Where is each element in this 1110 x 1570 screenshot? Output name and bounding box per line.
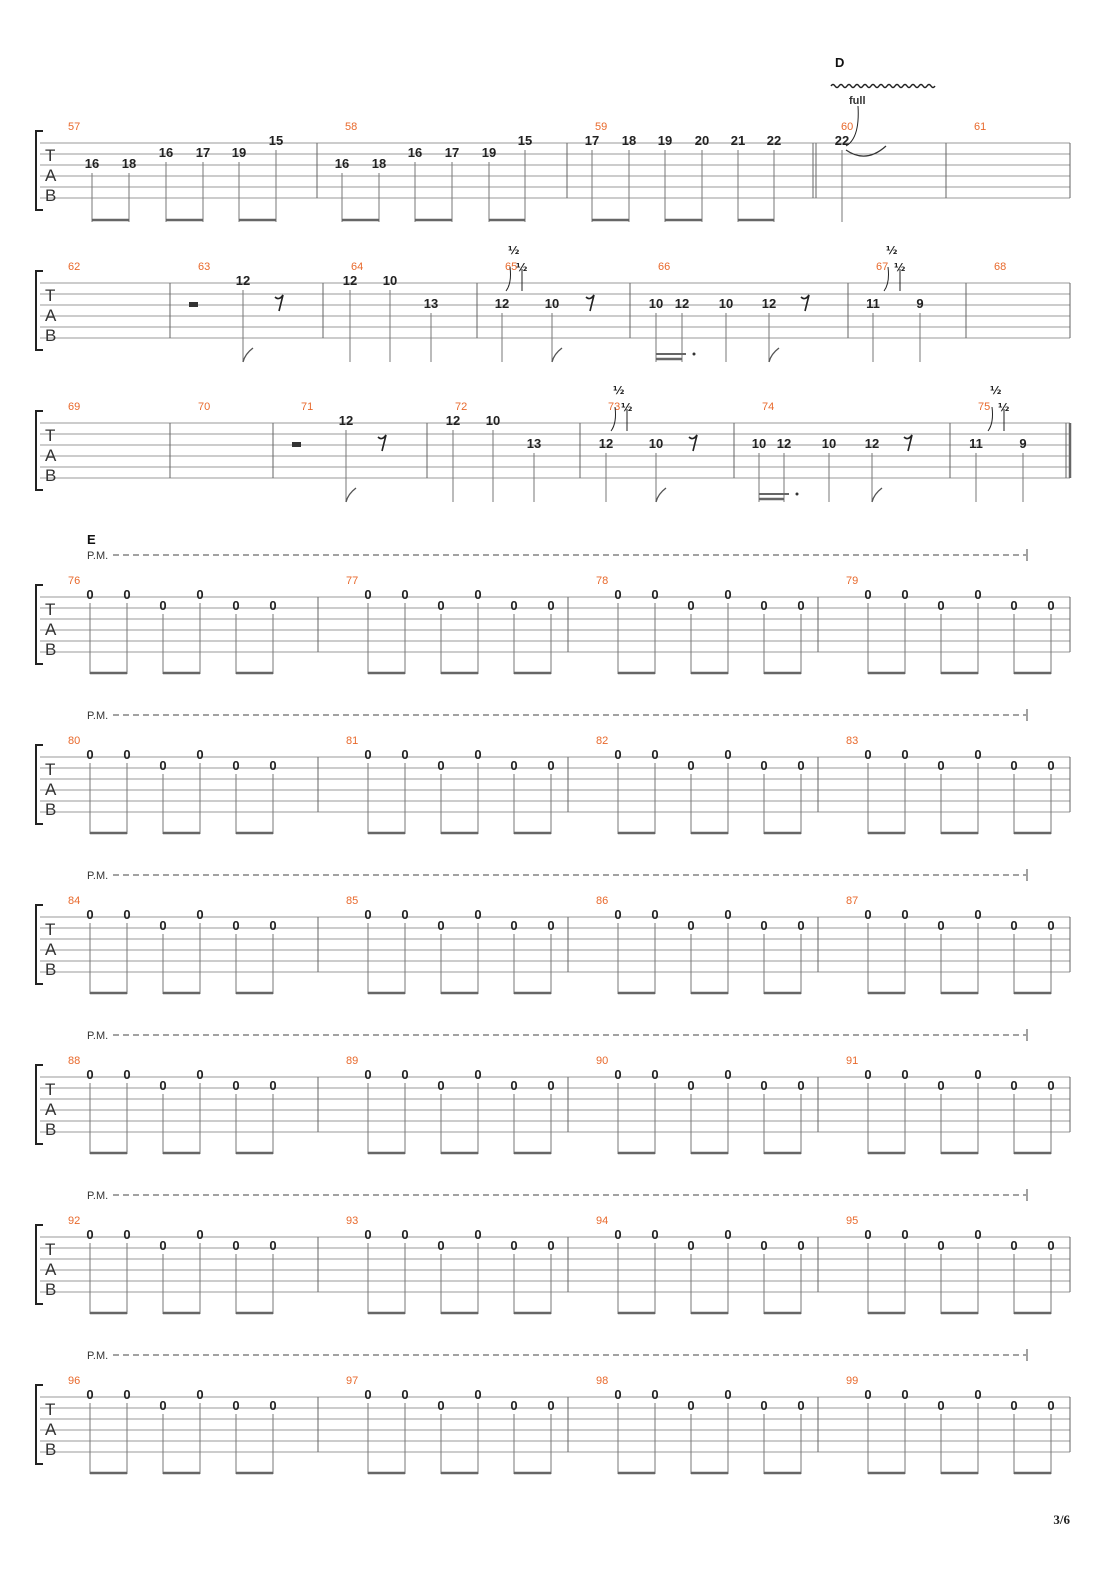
fret-number: 0 [401, 1387, 409, 1402]
fret-number: 12 [445, 413, 461, 428]
fret-number: 0 [1047, 1078, 1055, 1093]
tab-clef-letter: A [45, 620, 57, 639]
tie-arc [846, 146, 886, 156]
fret-number: 0 [1010, 918, 1018, 933]
measure-number: 57 [68, 121, 81, 133]
bend-amount: ½ [621, 401, 633, 414]
bend-amount: full [849, 95, 866, 107]
bend-amount: ½ [886, 244, 898, 257]
fret-number: 0 [437, 1238, 445, 1253]
fret-number: 15 [268, 133, 284, 148]
fret-number: 19 [657, 133, 673, 148]
fret-number: 0 [232, 598, 240, 613]
fret-number: 0 [687, 1238, 695, 1253]
fret-number: 0 [864, 1387, 872, 1402]
fret-number: 10 [751, 436, 767, 451]
fret-number: 0 [901, 1227, 909, 1242]
measure-number: 58 [345, 121, 358, 133]
fret-number: 0 [437, 1398, 445, 1413]
fret-number: 0 [724, 907, 732, 922]
fret-number: 13 [526, 436, 542, 451]
measure-number: 65 [505, 261, 518, 273]
fret-number: 0 [901, 1067, 909, 1082]
fret-number: 0 [1047, 1398, 1055, 1413]
fret-number: 0 [864, 747, 872, 762]
fret-number: 0 [510, 1078, 518, 1093]
fret-number: 0 [651, 1387, 659, 1402]
fret-number: 0 [232, 758, 240, 773]
measure-number: 88 [68, 1055, 81, 1067]
fret-number: 0 [123, 1387, 131, 1402]
tab-clef-letter: A [45, 780, 57, 799]
fret-number: 0 [937, 918, 945, 933]
fret-number: 0 [123, 907, 131, 922]
fret-number: 9 [916, 296, 924, 311]
fret-number: 0 [760, 1398, 768, 1413]
fret-number: 18 [371, 156, 387, 171]
measure-number: 74 [762, 401, 775, 413]
fret-number: 0 [974, 587, 982, 602]
fret-number: 0 [797, 1398, 805, 1413]
measure-number: 78 [596, 575, 609, 587]
fret-number: 12 [598, 436, 614, 451]
fret-number: 0 [437, 918, 445, 933]
fret-number: 12 [864, 436, 880, 451]
fret-number: 10 [382, 273, 398, 288]
fret-number: 12 [494, 296, 510, 311]
tab-clef-letter: B [45, 1440, 57, 1459]
fret-number: 0 [724, 587, 732, 602]
palm-mute-label: P.M. [87, 1190, 109, 1202]
measure-number: 97 [346, 1375, 359, 1387]
fret-number: 0 [510, 1238, 518, 1253]
measure-number: 72 [455, 401, 468, 413]
palm-mute-label: P.M. [87, 550, 109, 562]
augmentation-dot [796, 493, 799, 496]
measure-number: 61 [974, 121, 987, 133]
fret-number: 0 [687, 1398, 695, 1413]
fret-number: 0 [760, 1078, 768, 1093]
fret-number: 0 [437, 758, 445, 773]
fret-number: 0 [614, 1067, 622, 1082]
fret-number: 0 [1010, 1238, 1018, 1253]
fret-number: 0 [901, 1387, 909, 1402]
fret-number: 0 [974, 1387, 982, 1402]
measure-number: 94 [596, 1215, 609, 1227]
fret-number: 0 [687, 918, 695, 933]
fret-number: 0 [651, 747, 659, 762]
fret-number: 17 [195, 145, 211, 160]
fret-number: 0 [401, 587, 409, 602]
fret-number: 0 [86, 1227, 94, 1242]
fret-number: 0 [937, 1398, 945, 1413]
tab-clef-letter: T [45, 426, 56, 445]
fret-number: 0 [864, 1067, 872, 1082]
fret-number: 0 [474, 587, 482, 602]
eighth-rest [801, 295, 809, 311]
fret-number: 12 [674, 296, 690, 311]
fret-number: 0 [269, 918, 277, 933]
page-number: 3/6 [1053, 1512, 1070, 1527]
fret-number: 0 [614, 1387, 622, 1402]
fret-number: 0 [401, 1067, 409, 1082]
fret-number: 0 [797, 918, 805, 933]
fret-number: 0 [437, 598, 445, 613]
fret-number: 0 [864, 907, 872, 922]
fret-number: 0 [974, 1067, 982, 1082]
measure-number: 67 [876, 261, 889, 273]
measure-number: 83 [846, 735, 859, 747]
fret-number: 16 [407, 145, 423, 160]
fret-number: 0 [364, 747, 372, 762]
fret-number: 0 [901, 587, 909, 602]
tab-clef-letter: T [45, 760, 56, 779]
tab-clef-letter: A [45, 1420, 57, 1439]
fret-number: 0 [159, 1078, 167, 1093]
measure-number: 59 [595, 121, 608, 133]
fret-number: 0 [159, 1398, 167, 1413]
measure-number: 96 [68, 1375, 81, 1387]
tab-clef-letter: T [45, 146, 56, 165]
measure-number: 80 [68, 735, 81, 747]
fret-number: 0 [269, 1398, 277, 1413]
fret-number: 11 [969, 436, 983, 451]
fret-number: 0 [364, 587, 372, 602]
fret-number: 0 [1047, 1238, 1055, 1253]
fret-number: 10 [544, 296, 560, 311]
fret-number: 0 [724, 1227, 732, 1242]
fret-number: 12 [761, 296, 777, 311]
measure-number: 82 [596, 735, 609, 747]
fret-number: 12 [338, 413, 354, 428]
fret-number: 0 [474, 1067, 482, 1082]
tab-clef-letter: A [45, 446, 57, 465]
fret-number: 0 [269, 758, 277, 773]
measure-number: 87 [846, 895, 859, 907]
measure-number: 81 [346, 735, 359, 747]
fret-number: 0 [974, 907, 982, 922]
tab-clef-letter: T [45, 600, 56, 619]
fret-number: 0 [232, 918, 240, 933]
fret-number: 0 [86, 1387, 94, 1402]
fret-number: 0 [159, 918, 167, 933]
bend-amount: ½ [613, 384, 625, 397]
note-flag [656, 488, 666, 502]
fret-number: 0 [797, 1078, 805, 1093]
measure-number: 86 [596, 895, 609, 907]
measure-number: 89 [346, 1055, 359, 1067]
fret-number: 0 [401, 747, 409, 762]
fret-number: 0 [196, 1387, 204, 1402]
fret-number: 0 [937, 1238, 945, 1253]
measure-number: 69 [68, 401, 81, 413]
fret-number: 10 [718, 296, 734, 311]
tab-clef-letter: B [45, 800, 57, 819]
fret-number: 0 [269, 1078, 277, 1093]
fret-number: 0 [510, 918, 518, 933]
augmentation-dot [693, 353, 696, 356]
measure-number: 79 [846, 575, 859, 587]
fret-number: 0 [901, 747, 909, 762]
measure-number: 68 [994, 261, 1007, 273]
fret-number: 0 [364, 1387, 372, 1402]
fret-number: 0 [269, 1238, 277, 1253]
fret-number: 0 [86, 747, 94, 762]
measure-number: 76 [68, 575, 81, 587]
fret-number: 0 [651, 1067, 659, 1082]
fret-number: 0 [687, 1078, 695, 1093]
fret-number: 0 [1010, 758, 1018, 773]
fret-number: 0 [401, 1227, 409, 1242]
fret-number: 0 [269, 598, 277, 613]
eighth-rest [904, 435, 912, 451]
fret-number: 0 [196, 907, 204, 922]
fret-number: 10 [485, 413, 501, 428]
eighth-rest [586, 295, 594, 311]
tab-clef-letter: B [45, 326, 57, 345]
fret-number: 0 [1047, 918, 1055, 933]
tab-clef-letter: A [45, 1260, 57, 1279]
measure-number: 99 [846, 1375, 859, 1387]
palm-mute-label: P.M. [87, 710, 109, 722]
note-flag [346, 488, 356, 502]
measure-number: 75 [978, 401, 991, 413]
measure-number: 93 [346, 1215, 359, 1227]
fret-number: 0 [86, 1067, 94, 1082]
fret-number: 21 [730, 133, 746, 148]
fret-number: 16 [334, 156, 350, 171]
fret-number: 0 [760, 1238, 768, 1253]
palm-mute-label: P.M. [87, 1030, 109, 1042]
bend-amount: ½ [894, 261, 906, 274]
fret-number: 0 [687, 758, 695, 773]
fret-number: 0 [864, 587, 872, 602]
palm-mute-label: P.M. [87, 1350, 109, 1362]
section-label: E [87, 532, 96, 547]
fret-number: 0 [614, 747, 622, 762]
fret-number: 0 [724, 1387, 732, 1402]
fret-number: 0 [1010, 1078, 1018, 1093]
half-rest [189, 302, 198, 307]
tab-clef-letter: B [45, 640, 57, 659]
fret-number: 12 [776, 436, 792, 451]
fret-number: 10 [648, 296, 664, 311]
measure-number: 92 [68, 1215, 81, 1227]
fret-number: 20 [694, 133, 710, 148]
measure-number: 71 [301, 401, 314, 413]
fret-number: 18 [121, 156, 137, 171]
fret-number: 16 [84, 156, 100, 171]
fret-number: 0 [651, 1227, 659, 1242]
fret-number: 0 [724, 747, 732, 762]
measure-number: 85 [346, 895, 359, 907]
fret-number: 0 [196, 1067, 204, 1082]
fret-number: 0 [974, 1227, 982, 1242]
note-flag [769, 348, 779, 362]
fret-number: 0 [232, 1078, 240, 1093]
fret-number: 0 [364, 907, 372, 922]
eighth-rest [689, 435, 697, 451]
fret-number: 0 [937, 1078, 945, 1093]
eighth-rest [378, 435, 386, 451]
half-rest [292, 442, 301, 447]
fret-number: 0 [797, 1238, 805, 1253]
fret-number: 0 [474, 1227, 482, 1242]
fret-number: 0 [1010, 1398, 1018, 1413]
fret-number: 0 [123, 747, 131, 762]
fret-number: 22 [834, 133, 850, 148]
eighth-rest [275, 295, 283, 311]
fret-number: 0 [364, 1067, 372, 1082]
fret-number: 0 [760, 918, 768, 933]
tab-clef-letter: A [45, 940, 57, 959]
fret-number: 0 [232, 1398, 240, 1413]
measure-number: 63 [198, 261, 211, 273]
fret-number: 0 [974, 747, 982, 762]
fret-number: 0 [760, 598, 768, 613]
tab-clef-letter: A [45, 1100, 57, 1119]
fret-number: 0 [232, 1238, 240, 1253]
fret-number: 0 [196, 1227, 204, 1242]
measure-number: 98 [596, 1375, 609, 1387]
fret-number: 0 [196, 587, 204, 602]
note-flag [872, 488, 882, 502]
note-flag [552, 348, 562, 362]
tab-clef-letter: A [45, 166, 57, 185]
fret-number: 0 [123, 587, 131, 602]
fret-number: 17 [584, 133, 600, 148]
fret-number: 0 [651, 587, 659, 602]
measure-number: 95 [846, 1215, 859, 1227]
fret-number: 0 [159, 758, 167, 773]
fret-number: 11 [866, 296, 880, 311]
fret-number: 0 [1047, 598, 1055, 613]
fret-number: 0 [760, 758, 768, 773]
fret-number: 0 [159, 1238, 167, 1253]
fret-number: 15 [517, 133, 533, 148]
fret-number: 0 [474, 747, 482, 762]
measure-number: 62 [68, 261, 81, 273]
tab-clef-letter: B [45, 186, 57, 205]
fret-number: 19 [231, 145, 247, 160]
tab-clef-letter: B [45, 1280, 57, 1299]
tab-clef-letter: B [45, 1120, 57, 1139]
tab-clef-letter: B [45, 960, 57, 979]
fret-number: 0 [510, 598, 518, 613]
fret-number: 0 [797, 758, 805, 773]
fret-number: 0 [547, 598, 555, 613]
fret-number: 0 [86, 587, 94, 602]
fret-number: 0 [547, 1078, 555, 1093]
fret-number: 0 [123, 1227, 131, 1242]
bend-amount: ½ [998, 401, 1010, 414]
measure-number: 70 [198, 401, 211, 413]
fret-number: 0 [510, 1398, 518, 1413]
vibrato-wave [831, 85, 935, 88]
fret-number: 0 [437, 1078, 445, 1093]
fret-number: 0 [364, 1227, 372, 1242]
fret-number: 0 [614, 907, 622, 922]
fret-number: 0 [687, 598, 695, 613]
tab-clef-letter: A [45, 306, 57, 325]
fret-number: 0 [651, 907, 659, 922]
fret-number: 0 [401, 907, 409, 922]
fret-number: 0 [1047, 758, 1055, 773]
fret-number: 0 [614, 587, 622, 602]
measure-number: 90 [596, 1055, 609, 1067]
fret-number: 0 [614, 1227, 622, 1242]
tab-clef-letter: T [45, 1240, 56, 1259]
tab-clef-letter: T [45, 1080, 56, 1099]
tab-clef-letter: T [45, 920, 56, 939]
fret-number: 12 [235, 273, 251, 288]
fret-number: 13 [423, 296, 439, 311]
measure-number: 77 [346, 575, 359, 587]
measure-number: 64 [351, 261, 364, 273]
measure-number: 91 [846, 1055, 859, 1067]
fret-number: 0 [547, 918, 555, 933]
bend-amount: ½ [516, 261, 528, 274]
tab-clef-letter: T [45, 286, 56, 305]
fret-number: 0 [86, 907, 94, 922]
tab-clef-letter: B [45, 466, 57, 485]
fret-number: 12 [342, 273, 358, 288]
note-flag [243, 348, 253, 362]
fret-number: 0 [123, 1067, 131, 1082]
bend-amount: ½ [990, 384, 1002, 397]
fret-number: 0 [474, 907, 482, 922]
fret-number: 19 [481, 145, 497, 160]
fret-number: 0 [724, 1067, 732, 1082]
fret-number: 0 [937, 758, 945, 773]
bend-amount: ½ [508, 244, 520, 257]
fret-number: 0 [901, 907, 909, 922]
tab-clef-letter: T [45, 1400, 56, 1419]
fret-number: 16 [158, 145, 174, 160]
fret-number: 9 [1019, 436, 1027, 451]
measure-number: 60 [841, 121, 854, 133]
fret-number: 0 [474, 1387, 482, 1402]
fret-number: 0 [547, 758, 555, 773]
fret-number: 0 [1010, 598, 1018, 613]
fret-number: 0 [547, 1238, 555, 1253]
fret-number: 17 [444, 145, 460, 160]
palm-mute-label: P.M. [87, 870, 109, 882]
fret-number: 10 [648, 436, 664, 451]
measure-number: 66 [658, 261, 671, 273]
fret-number: 0 [159, 598, 167, 613]
fret-number: 0 [864, 1227, 872, 1242]
fret-number: 0 [547, 1398, 555, 1413]
section-label: D [835, 55, 845, 70]
fret-number: 0 [196, 747, 204, 762]
measure-number: 84 [68, 895, 81, 907]
fret-number: 18 [621, 133, 637, 148]
fret-number: 0 [797, 598, 805, 613]
fret-number: 0 [937, 598, 945, 613]
fret-number: 10 [821, 436, 837, 451]
measure-number: 73 [608, 401, 621, 413]
fret-number: 22 [766, 133, 782, 148]
fret-number: 0 [510, 758, 518, 773]
